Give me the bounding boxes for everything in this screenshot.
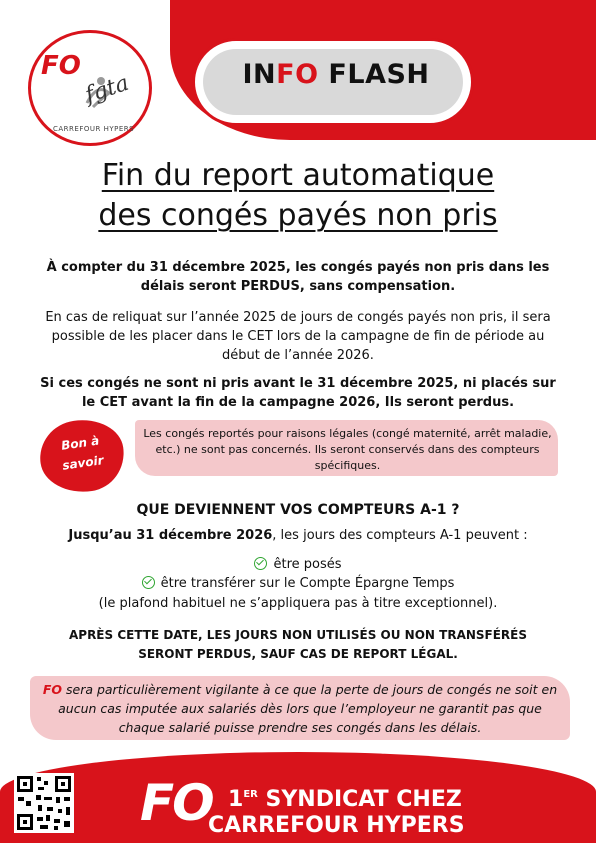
footer-line-2: CARREFOUR HYPERS	[208, 813, 465, 838]
info-flash-banner	[192, 38, 474, 126]
flash-part-in: IN	[242, 59, 277, 90]
footer-rank: 1	[228, 787, 244, 812]
vigilance-text	[36, 680, 564, 737]
list-item-text: être transférer sur le Compte Épargne Temps	[160, 576, 455, 591]
title-line-1: Fin du report automatique	[101, 158, 495, 193]
page-title	[0, 156, 596, 236]
bon-a-savoir-badge	[35, 415, 128, 498]
list-item-plafond: (le plafond habituel ne s’appliquera pas à titre exceptionnel).	[98, 596, 498, 611]
logo-subtitle: CARREFOUR HYPERS	[53, 125, 135, 133]
qr-code-icon[interactable]	[14, 773, 74, 833]
footer-line-1-text: SYNDICAT CHEZ	[257, 787, 462, 812]
compteurs-intro-rest: , les jours des compteurs A-1 peuvent :	[272, 528, 528, 543]
fo-fgta-logo	[28, 30, 152, 146]
footer-line-1	[228, 787, 488, 812]
logo-fo-text: FO	[41, 51, 81, 81]
paragraph-deadline: À compter du 31 décembre 2025, les congés payés non pris dans les délais seront PERDUS, sans compensation.	[46, 260, 550, 294]
list-item-poses	[0, 557, 596, 572]
list-item-text: être posés	[273, 557, 342, 572]
compteurs-heading: QUE DEVIENNENT VOS COMPTEURS A-1 ?	[136, 502, 460, 518]
vigilance-fo: FO	[42, 682, 63, 697]
title-line-2: des congés payés non pris	[98, 198, 498, 233]
vigilance-body: sera particulièrement vigilante à ce que la perte de jours de congés ne soit en aucun cas imputée aux salariés dès lors que l’employeur ne garantit pas que chaque salarié puisse prendre ses congés dans les délais.	[58, 682, 558, 735]
list-item-cet	[0, 576, 596, 591]
paragraph-warning: APRÈS CETTE DATE, LES JOURS NON UTILISÉS OU NON TRANSFÉRÉS SERONT PERDUS, SAUF CAS DE REPORT LÉGAL.	[68, 628, 528, 661]
logo-fgta-text: fgta	[82, 70, 132, 109]
flash-part-flash: FLASH	[318, 59, 430, 90]
paragraph-cet: En cas de reliquat sur l’année 2025 de jours de congés payés non pris, il sera possible de les placer dans le CET lors de la campagne de fin de période au début de l’année 2026.	[45, 310, 551, 363]
badge-line-2: savoir	[61, 453, 105, 473]
badge-line-1: Bon à	[60, 433, 101, 453]
compteurs-intro-date: Jusqu’au 31 décembre 2026	[68, 528, 273, 543]
footer-rank-suffix: ER	[243, 789, 258, 800]
bon-a-savoir-label	[37, 427, 126, 478]
check-circle-icon	[142, 576, 155, 589]
compteurs-intro	[0, 528, 596, 543]
bon-a-savoir-text: Les congés reportés pour raisons légales (congé maternité, arrêt maladie, etc.) ne sont pas concernés. Ils seront conservés dans des compteurs spécifiques.	[143, 427, 552, 472]
footer-fo-logo: FO	[140, 774, 213, 832]
flash-part-fo: FO	[276, 59, 319, 90]
paragraph-perdus: Si ces congés ne sont ni pris avant le 31 décembre 2025, ni placés sur le CET avant la fin de la campagne 2026, Ils seront perdus.	[40, 376, 556, 410]
info-flash-title	[195, 59, 477, 90]
check-circle-icon	[254, 557, 267, 570]
